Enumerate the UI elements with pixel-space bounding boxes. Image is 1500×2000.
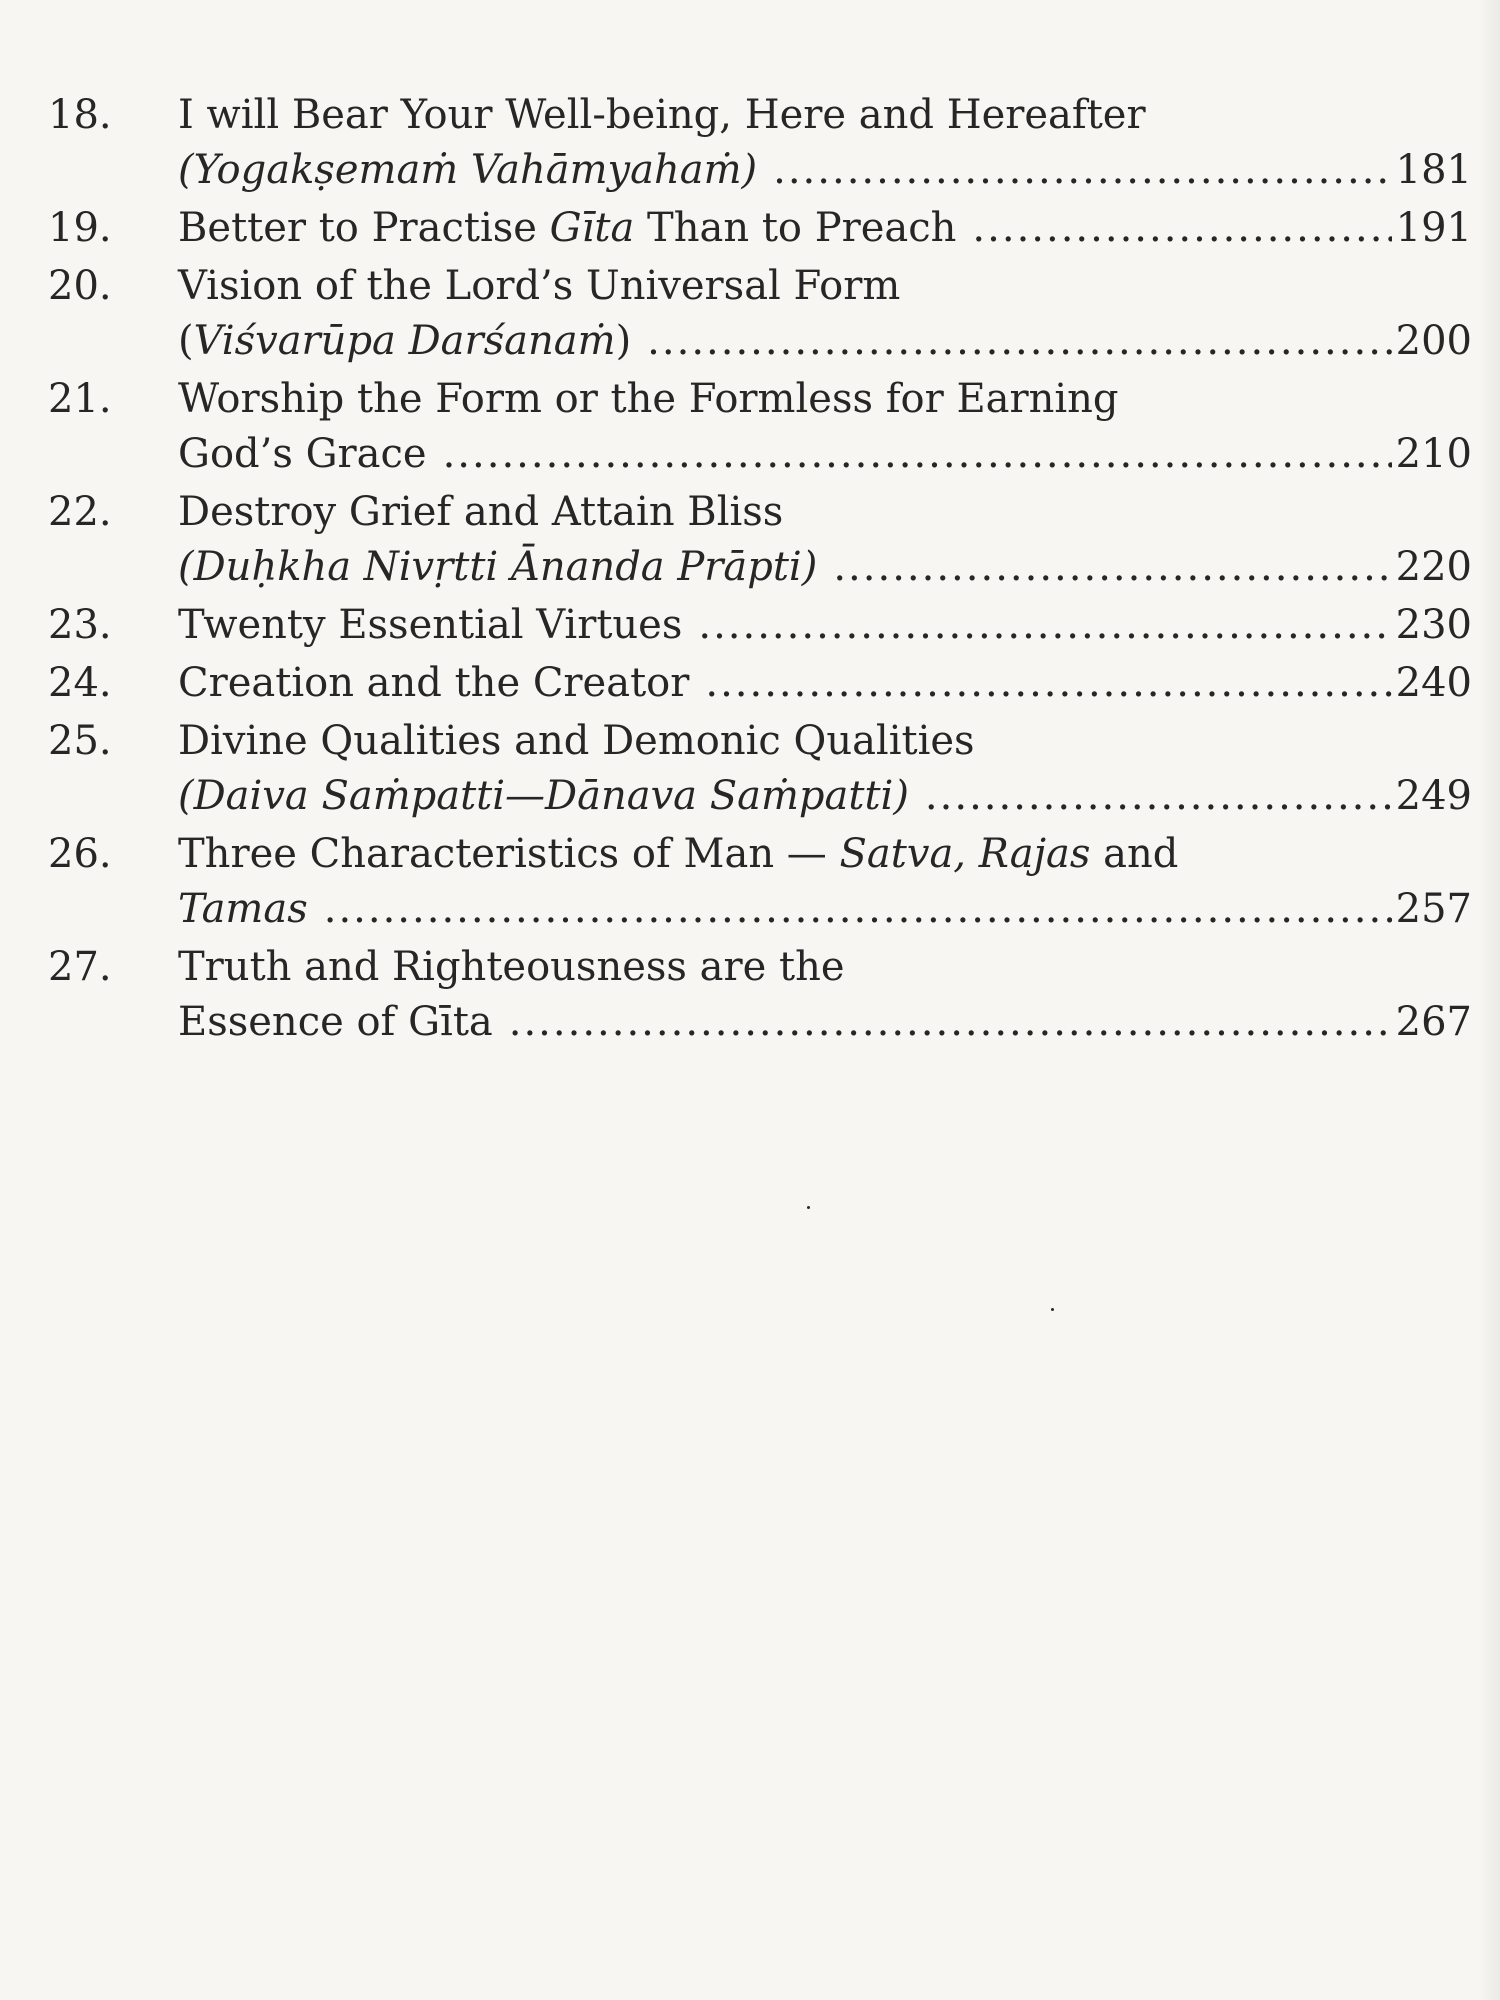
entry-title (178, 372, 1472, 482)
dot-leader (443, 427, 1392, 482)
entry-title (178, 940, 1472, 1050)
dot-leader (925, 769, 1392, 824)
title-segment: Vision of the Lord’s Universal Form (178, 263, 901, 309)
title-segment: Divine Qualities and Demonic Qualities (178, 718, 975, 764)
toc-entry (48, 88, 1472, 198)
entry-title (178, 827, 1472, 937)
title-text (178, 769, 909, 824)
entry-number: 19. (48, 205, 112, 251)
entry-number: 22. (48, 489, 112, 535)
entry-title (178, 88, 1472, 198)
title-segment: Twenty Essential Virtues (178, 602, 683, 648)
title-segment: ( (178, 318, 194, 364)
title-segment: and (1090, 831, 1179, 877)
entry-number: 26. (48, 831, 112, 877)
dot-leader (972, 201, 1391, 256)
dot-leader (705, 656, 1391, 711)
entry-number: 25. (48, 718, 112, 764)
entry-number: 18. (48, 92, 112, 138)
title-segment: Three Characteristics of Man — (178, 831, 840, 877)
title-line (178, 427, 1472, 482)
page-number: 230 (1395, 602, 1472, 648)
entry-title (178, 598, 1472, 653)
title-text (178, 263, 900, 309)
toc-entry (48, 827, 1472, 937)
title-text (178, 882, 308, 937)
title-line (178, 940, 1472, 995)
page-number: 181 (1395, 147, 1472, 193)
italic-title-segment: (Duḥkha Nivṛtti Ānanda Prāpti) (178, 544, 818, 590)
page-edge-shadow (1478, 0, 1500, 2000)
toc-entry (48, 259, 1472, 369)
title-segment: Better to Practise (178, 205, 550, 251)
dot-leader (324, 882, 1392, 937)
toc-entry (48, 201, 1472, 256)
title-line (178, 995, 1472, 1050)
title-text (178, 376, 1119, 422)
print-speck (1051, 1308, 1054, 1311)
title-text (178, 995, 493, 1050)
toc-entry (48, 372, 1472, 482)
print-speck (807, 1206, 810, 1209)
page-number: 220 (1395, 544, 1472, 590)
page-number: 240 (1395, 660, 1472, 706)
title-segment: Essence of Gīta (178, 999, 493, 1045)
entry-title (178, 714, 1472, 824)
entry-number: 20. (48, 263, 112, 309)
page-number: 257 (1395, 886, 1472, 932)
italic-title-segment: (Yogakṣemaṁ Vahāmyahaṁ) (178, 147, 758, 193)
entry-title (178, 201, 1472, 256)
italic-title-segment: Viśvarūpa Darśanaṁ (193, 318, 616, 364)
title-segment: ) (615, 318, 632, 364)
title-line (178, 201, 1472, 256)
entry-number: 27. (48, 944, 112, 990)
entry-number: 21. (48, 376, 112, 422)
toc-entry (48, 940, 1472, 1050)
italic-title-segment: (Daiva Saṁpatti—Dānava Saṁpatti) (178, 773, 909, 819)
title-text (178, 92, 1146, 138)
title-segment: God’s Grace (178, 431, 427, 477)
title-line (178, 598, 1472, 653)
title-segment: Creation and the Creator (178, 660, 690, 706)
title-segment: Worship the Form or the Formless for Earning (178, 376, 1119, 422)
title-line (178, 714, 1472, 769)
title-line (178, 143, 1472, 198)
dot-leader (647, 314, 1391, 369)
title-text (178, 143, 757, 198)
toc-entry (48, 485, 1472, 595)
entry-title (178, 656, 1472, 711)
dot-leader (773, 143, 1392, 198)
title-line (178, 656, 1472, 711)
title-line (178, 372, 1472, 427)
page-number: 200 (1395, 318, 1472, 364)
title-line (178, 314, 1472, 369)
page-number: 249 (1395, 773, 1472, 819)
toc-entry (48, 714, 1472, 824)
title-text (178, 718, 975, 764)
entry-number: 23. (48, 602, 112, 648)
title-line (178, 827, 1472, 882)
title-text (178, 831, 1178, 877)
page-number: 191 (1395, 205, 1472, 251)
dot-leader (509, 995, 1392, 1050)
entry-title (178, 259, 1472, 369)
dot-leader (833, 540, 1391, 595)
title-text (178, 489, 783, 535)
table-of-contents (48, 88, 1472, 1053)
title-line (178, 88, 1472, 143)
toc-entry (48, 656, 1472, 711)
title-text (178, 540, 817, 595)
entry-title (178, 485, 1472, 595)
italic-title-segment: Satva, Rajas (839, 831, 1091, 877)
title-text (178, 314, 631, 369)
title-line (178, 259, 1472, 314)
title-line (178, 769, 1472, 824)
toc-entry (48, 598, 1472, 653)
italic-title-segment: Gīta (549, 205, 635, 251)
title-text (178, 656, 689, 711)
title-line (178, 485, 1472, 540)
title-text (178, 598, 682, 653)
title-segment: Truth and Righteousness are the (178, 944, 845, 990)
italic-title-segment: Tamas (178, 886, 308, 932)
page-number: 210 (1395, 431, 1472, 477)
dot-leader (698, 598, 1391, 653)
title-line (178, 882, 1472, 937)
title-text (178, 427, 427, 482)
title-text (178, 201, 956, 256)
entry-number: 24. (48, 660, 112, 706)
title-segment: I will Bear Your Well-being, Here and Hereafter (178, 92, 1146, 138)
title-segment: Than to Preach (634, 205, 957, 251)
page-number: 267 (1395, 999, 1472, 1045)
title-line (178, 540, 1472, 595)
title-text (178, 944, 845, 990)
title-segment: Destroy Grief and Attain Bliss (178, 489, 784, 535)
